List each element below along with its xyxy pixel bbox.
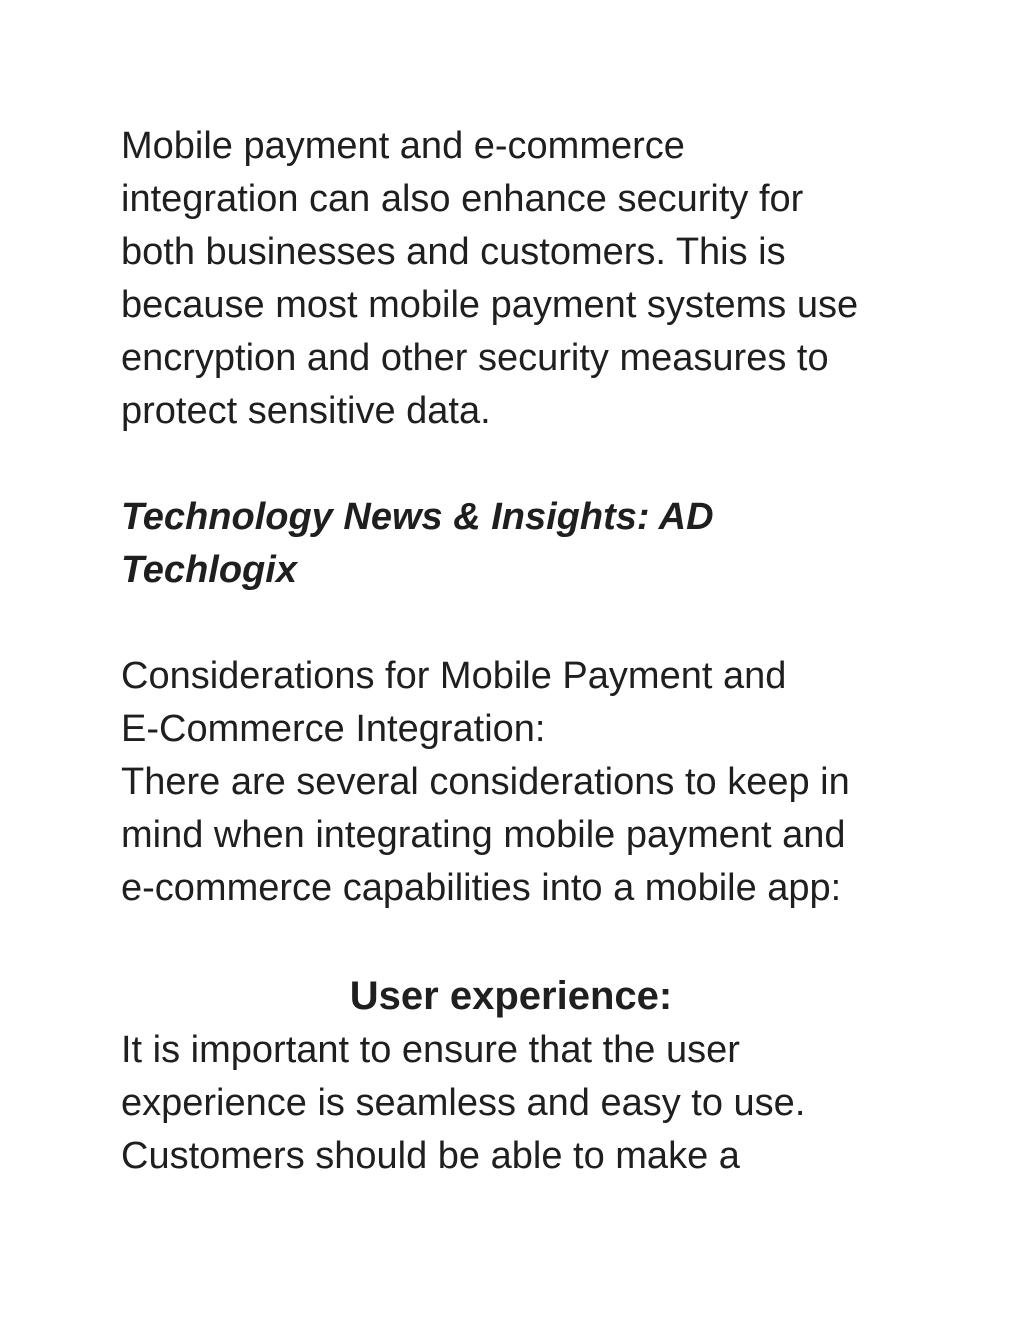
considerations-body: There are several considerations to keep in mind when integrating mobile payment and e-commerce capabilities into a mobile app: bbox=[121, 761, 850, 909]
user-experience-body: It is important to ensure that the user experience is seamless and easy to use. Customers should be able to make a bbox=[121, 1029, 806, 1177]
technology-news-link[interactable]: Technology News & Insights: AD Techlogix bbox=[121, 496, 714, 591]
security-paragraph: Mobile payment and e-commerce integration can also enhance security for both businesses and customers. This is because most mobile payment systems use encryption and other security measures to protect sensitive data. bbox=[121, 125, 859, 432]
paragraph-spacer bbox=[121, 597, 921, 650]
considerations-title: Considerations for Mobile Payment and E-Commerce Integration: bbox=[121, 655, 787, 750]
paragraph-spacer bbox=[121, 438, 921, 491]
user-experience-heading: User experience: bbox=[349, 974, 673, 1018]
paragraph-spacer bbox=[121, 915, 921, 968]
document-content bbox=[121, 120, 921, 1183]
